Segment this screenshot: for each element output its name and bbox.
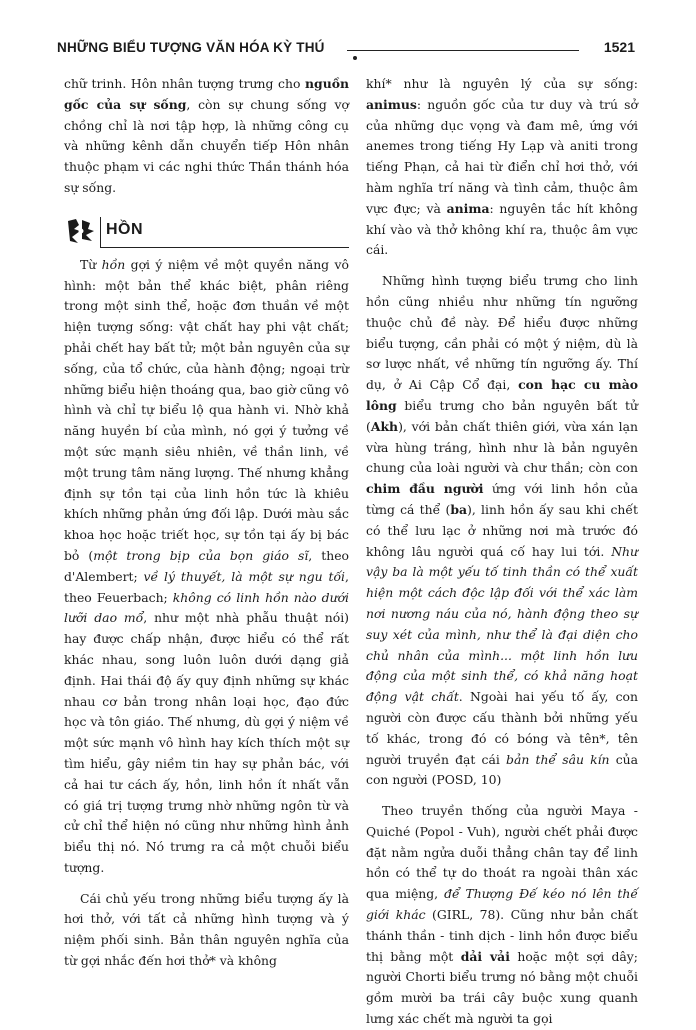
- italic-phrase: để Thượng Đế kéo nó lên thế giới khác: [366, 886, 638, 923]
- left-column: [64, 74, 349, 972]
- section-heading: [64, 215, 349, 249]
- bold-term: Akh: [370, 418, 399, 434]
- paragraph: [64, 889, 349, 972]
- text-run: Cái chủ yếu trong những biểu tượng ấy là hơi thở, với tất cả những hình tượng và ý niệm phối sinh. Bản thân nguyên nghĩa của từ gợi nhắc đến hơi thở* và không: [64, 890, 349, 969]
- paragraph: [366, 74, 638, 261]
- header-dot: [353, 56, 357, 60]
- bold-term: con hạc cu mào lông: [366, 377, 638, 413]
- text-run: ), linh hồn ấy sau khi chết có thể lưu lạc ở những nơi mà trước đó không lâu người quá cố hay lui tới.: [366, 501, 638, 559]
- text-run: chữ trinh. Hôn nhân tượng trưng cho: [64, 76, 306, 91]
- text-run: : nguồn gốc của tư duy và trú sở của những dục vọng và đam mê, ứng với anemes trong tiếng Hy Lạp và aniti trong tiếng Phạn, cả hai từ điển chỉ hơi thở, với hàm nghĩa trí năng và tình cảm, thuộc âm vực đực; và: [366, 96, 638, 216]
- italic-phrase: Như vậy ba là một yếu tố tinh thần có thể xuất hiện một cách độc lập đối với thể xác làm nơi nương náu của nó, hành động theo sự suy xét của mình, như thể là đại diện cho chủ nhân của mình... một linh hồn lưu động của một sinh thể, có khả năng hoạt động vật chất: [366, 543, 638, 705]
- text-run: biểu trưng cho bản nguyên bất tử (: [366, 397, 638, 434]
- header-rule: [347, 50, 579, 51]
- text-run: ), với bản chất thiên giới, vừa xán lạn vừa hùng tráng, hình như là bản nguyên chung của loài người và chư thần; còn con: [366, 418, 638, 476]
- italic-phrase: hồn: [101, 256, 126, 272]
- text-run: . Ngoài hai yếu tố ấy, con người còn được cấu thành bởi những yếu tố khác, trong đó có bóng và tên*, tên người truyền đạt cái: [366, 689, 638, 767]
- italic-phrase: bản thể sâu kín: [506, 751, 610, 767]
- bold-term: chim đầu người: [366, 481, 484, 497]
- page-header: [57, 36, 635, 62]
- text-run: Theo truyền thống của người Maya - Quiché (Popol - Vuh), người chết phải được đặt nằm ngửa duỗi thẳng chân tay để linh hồn có thể tự do thoát ra ngoài thân xác qua miệng,: [366, 803, 638, 902]
- running-title: NHỮNG BIỂU TƯỢNG VĂN HÓA KỲ THÚ: [57, 40, 325, 55]
- text-run: (GIRL, 78). Cũng như bản chất thánh thần - tinh dịch - linh hồn được biểu thị bằng một: [366, 907, 638, 964]
- section-underline: [100, 247, 349, 248]
- text-run: , còn sự chung sống vợ chồng chỉ là nơi tập hợp, là những công cụ và những kênh dẫn chuyển tiếp Hôn nhân thuộc phạm vi các nghi thức Thần thánh hóa sự sống.: [64, 96, 349, 195]
- paragraph: [64, 255, 349, 879]
- text-run: : nguyên tắc hít không khí vào và thở không khí ra, thuộc âm vực cái.: [366, 200, 638, 258]
- paragraph: [366, 801, 638, 1030]
- text-run: , theo d'Alembert;: [64, 547, 349, 584]
- italic-phrase: không có linh hồn nào dưới lưỡi dao mổ: [64, 589, 349, 626]
- text-run: khí* như là nguyên lý của sự sống:: [366, 76, 638, 91]
- bold-term: nguồn gốc của sự sống: [64, 76, 349, 112]
- text-run: , theo Feuerbach;: [64, 568, 349, 605]
- text-run: Từ: [80, 256, 102, 272]
- ornament-icon: [66, 217, 96, 245]
- text-run: gợi ý niệm về một quyền năng vô hình: một bản thể khác biệt, phân riêng trong một sinh thể, hoặc đơn thuần về một hiện tượng sống: vật chất hay phi vật chất; phải chết hay bất tử; một bản nguyên của sự sống, của tổ chức, của hành động; ngoại trừ những biểu hiện thoáng qua, bao giờ cũng vô hình và chỉ tự biểu lộ qua hành vi. Nhờ khả năng huyền bí của mình, nó gợi ý tưởng về một sức mạnh siêu nhiên, về thần linh, về một trung tâm năng lượng. Thế nhưng khẳng định sự tồn tại của linh hồn tức là khiêu khích những phản ứng đối lập. Dưới màu sắc khoa học hoặc triết học, sự tồn tại ấy bị bác bỏ (: [64, 256, 349, 563]
- paragraph: [64, 74, 349, 199]
- page-number: 1521: [603, 39, 635, 55]
- italic-phrase: một trong bịp của bọn giáo sĩ: [93, 547, 309, 563]
- bold-term: anima: [446, 200, 490, 216]
- text-run: của con người (POSD, 10): [366, 751, 639, 788]
- bold-term: dải vải: [460, 948, 510, 964]
- italic-phrase: về lý thuyết, là một sự ngu tối: [143, 568, 346, 584]
- text-run: hoặc một sợi dây; người Chorti biểu trưng nó bằng một chuỗi gồm mười ba trái cây buộc xung quanh lưng xác chết mà người ta gọi: [366, 948, 638, 1027]
- paragraph: [366, 271, 638, 791]
- text-run: , như một nhà phẫu thuật nói) hay được chấp nhận, được hiểu có thể rất khác nhau, song luôn luôn dưới dạng giả định. Hai thái độ ấy quy định những sự khác nhau cơ bản trong nhân loại học, đạo đức học và tôn giáo. Thế nhưng, dù gợi ý niệm về một sức mạnh vô hình hay kích thích một sự tìm hiểu, gây niềm tin hay sự phản bác, với cả hai tư cách ấy, hồn, linh hồn ít nhất vẫn có giá trị tượng trưng nhờ những ngôn từ và cử chỉ thể hiện nó cũng như những hình ảnh biểu thị nó. Nó trưng ra cả một chuỗi biểu tượng.: [64, 610, 349, 875]
- bold-term: animus: [366, 96, 417, 112]
- section-divider: [100, 217, 101, 247]
- bold-term: ba: [450, 501, 468, 517]
- right-column: [366, 74, 638, 1030]
- text-run: ứng với linh hồn của từng cá thể (: [366, 481, 638, 517]
- section-title: HỒN: [106, 220, 144, 238]
- text-run: Những hình tượng biểu trưng cho linh hồn cũng nhiều như những tín ngưỡng thuộc chủ đề này. Để hiểu được những biểu tượng, cần phải có một ý niệm, dù là sơ lược nhất, về những tín ngưỡng ấy. Thí dụ, ở Ai Cập Cổ đại,: [366, 273, 638, 393]
